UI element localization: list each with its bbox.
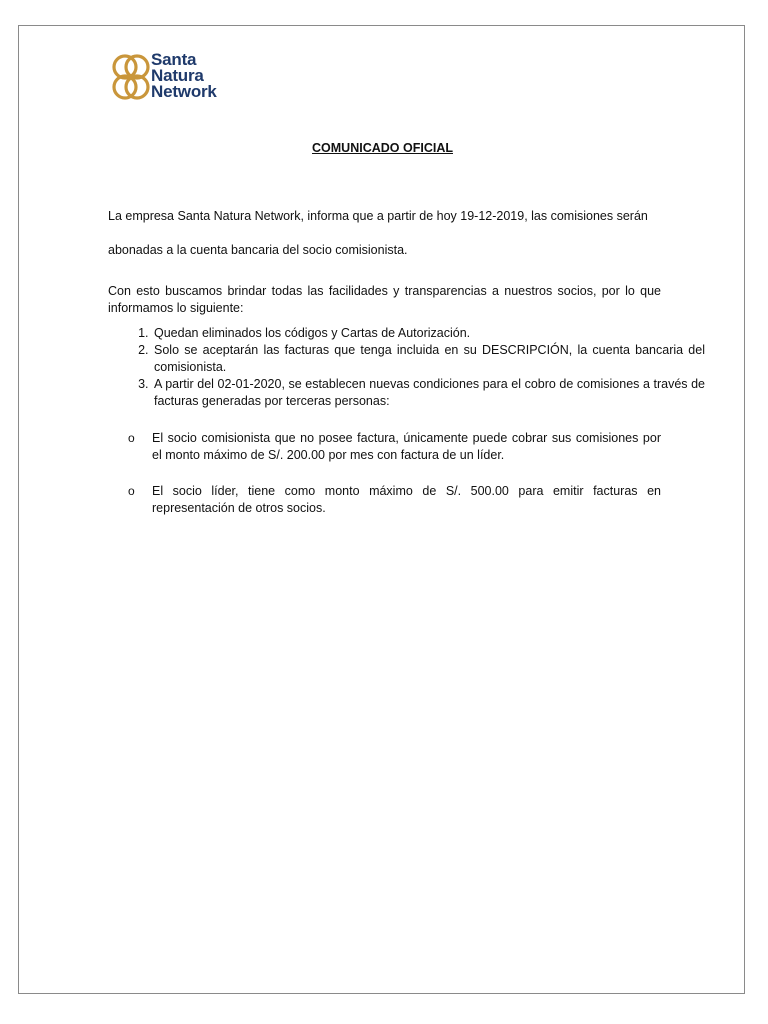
logo-line-natura: Natura (151, 66, 204, 85)
document-title: COMUNICADO OFICIAL (312, 141, 453, 155)
numbered-item: 1. Quedan eliminados los códigos y Cartas de Autorización. (152, 325, 705, 342)
knot-logo-icon (111, 51, 151, 105)
second-paragraph: Con esto buscamos brindar todas las facilidades y transparencias a nuestros socios, por lo que informamos lo siguiente: (108, 284, 661, 315)
numbered-item: 3. A partir del 02-01-2020, se establecen nuevas condiciones para el cobro de comisiones a través de facturas generadas por terceras personas: (152, 376, 705, 410)
bullet-marker: o (128, 431, 135, 445)
bullet-list-2 (108, 483, 661, 517)
bullet-text: El socio comisionista que no posee factura, únicamente puede cobrar sus comisiones por el monto máximo de S/. 200.00 por mes con factura de un líder. (152, 431, 661, 462)
logo-line-santa: Santa (151, 50, 197, 69)
company-logo (111, 51, 251, 109)
logo-wordmark (151, 52, 217, 100)
bullet-item (108, 430, 661, 464)
document-page (18, 25, 745, 994)
numbered-list (108, 325, 705, 410)
logo-line-network: Network (151, 82, 217, 101)
intro-paragraph: La empresa Santa Natura Network, informa que a partir de hoy 19-12-2019, las comisiones serán abonadas a la cuenta bancaria del socio comisionista. (108, 209, 648, 257)
bullet-list-1 (108, 430, 661, 464)
numbered-item: 2. Solo se aceptarán las facturas que tenga incluida en su DESCRIPCIÓN, la cuenta bancaria del comisionista. (152, 342, 705, 376)
bullet-marker: o (128, 484, 135, 498)
bullet-text: El socio líder, tiene como monto máximo de S/. 500.00 para emitir facturas en representación de otros socios. (152, 484, 661, 515)
bullet-item (108, 483, 661, 517)
